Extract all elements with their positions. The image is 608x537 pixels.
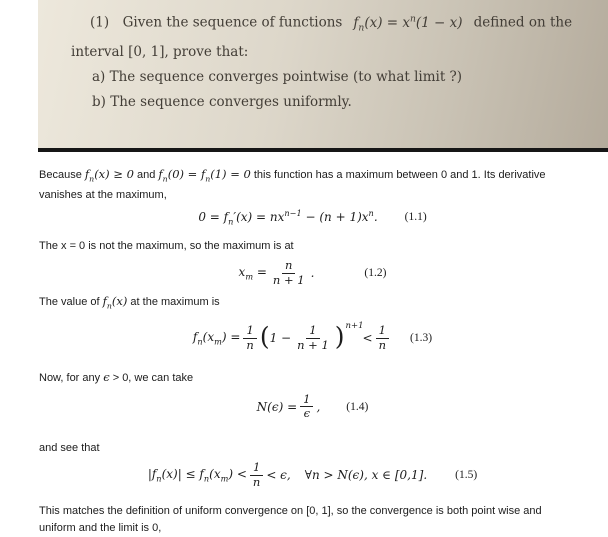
paragraph-line: Because $f_n(x) \ge 0$ and $f_n(0) = f_n(1) = 0$ this function has a maximum between 0 and 1. Its derivative	[39, 167, 546, 184]
solution-paragraph-derivative	[39, 166, 586, 204]
fraction	[243, 324, 256, 351]
paragraph-line: vanishes at the maximum,	[39, 189, 167, 202]
paragraph-line: This matches the definition of uniform convergence on [0, 1], so the convergence is both point wise and	[39, 504, 542, 517]
equation-number: (1.4)	[346, 400, 369, 413]
problem-text-line: interval [0, 1], prove that:	[71, 44, 249, 61]
fraction-numerator: 1	[250, 461, 263, 475]
fraction-denominator: n	[252, 474, 261, 489]
fraction	[294, 324, 332, 351]
equation-number: (1.5)	[455, 469, 478, 482]
solution-paragraph-maximum: The x = 0 is not the maximum, so the maximum is at	[39, 240, 294, 253]
solution-paragraph-epsilon: Now, for any ϵ > 0, we can take	[39, 370, 194, 385]
close-parenthesis: )	[334, 321, 345, 351]
fraction	[250, 461, 263, 488]
equation-lhs: $|f_n(x)| \le f_n(x_m)$ <	[147, 466, 247, 484]
paragraph-line: uniform and the limit is 0,	[39, 521, 162, 534]
equation-1-5	[39, 461, 586, 488]
fraction-numerator: 1	[306, 324, 319, 338]
equation-1-2	[39, 259, 586, 286]
equation-number: (1.3)	[410, 332, 433, 345]
solution-paragraph-value: The value of $f_n(x)$ at the maximum is	[39, 293, 220, 311]
equation-lhs: $x_m$ =	[238, 264, 267, 282]
equation-1-1	[39, 208, 586, 226]
solution-body	[39, 152, 586, 537]
fraction	[270, 259, 308, 286]
problem-text-line: (1) Given the sequence of functions $f_n(x) = x^n(1 - x)$ defined on the	[90, 13, 573, 34]
equation-suffix: .	[310, 266, 315, 281]
fraction-denominator: n	[378, 337, 387, 352]
fraction-numerator: 1	[376, 324, 389, 338]
equation-body: $0 = f_n'(x) = nx^{n-1} - (n + 1)x^n$.	[198, 208, 378, 227]
fraction-numerator: 1	[243, 324, 256, 338]
open-parenthesis: (	[259, 321, 270, 351]
solution-paragraph-see-that: and see that	[39, 442, 100, 455]
fraction-denominator: n	[246, 337, 254, 352]
exponent: n+1	[345, 321, 364, 332]
equation-mid: < ϵ,	[266, 468, 291, 483]
fraction-denominator: ϵ	[303, 406, 311, 421]
equation-lhs: $f_n(x_m)$ =	[192, 329, 241, 347]
fraction	[376, 324, 389, 351]
equation-1-4	[39, 393, 586, 420]
quantifier-clause: ∀n > N(ϵ), x ∈ [0,1].	[304, 468, 428, 483]
equation-1-3	[39, 322, 586, 354]
equation-inner: 1 −	[269, 331, 292, 346]
equation-number: (1.2)	[364, 267, 387, 280]
problem-text-line: b) The sequence converges uniformly.	[92, 94, 352, 111]
comparison-sign: <	[362, 331, 373, 346]
fraction-numerator: 1	[300, 393, 313, 407]
fraction	[300, 393, 313, 420]
problem-statement-photo	[38, 0, 608, 152]
fraction-numerator: n	[282, 259, 295, 273]
solution-paragraph-conclusion	[39, 503, 586, 537]
equation-number: (1.1)	[404, 211, 427, 224]
fraction-denominator: n + 1	[272, 272, 305, 287]
fraction-denominator: n + 1	[297, 337, 329, 352]
equation-suffix: ,	[316, 399, 321, 414]
problem-text-line: a) The sequence converges pointwise (to what limit ?)	[92, 69, 463, 86]
equation-lhs: N(ϵ) =	[256, 399, 298, 414]
